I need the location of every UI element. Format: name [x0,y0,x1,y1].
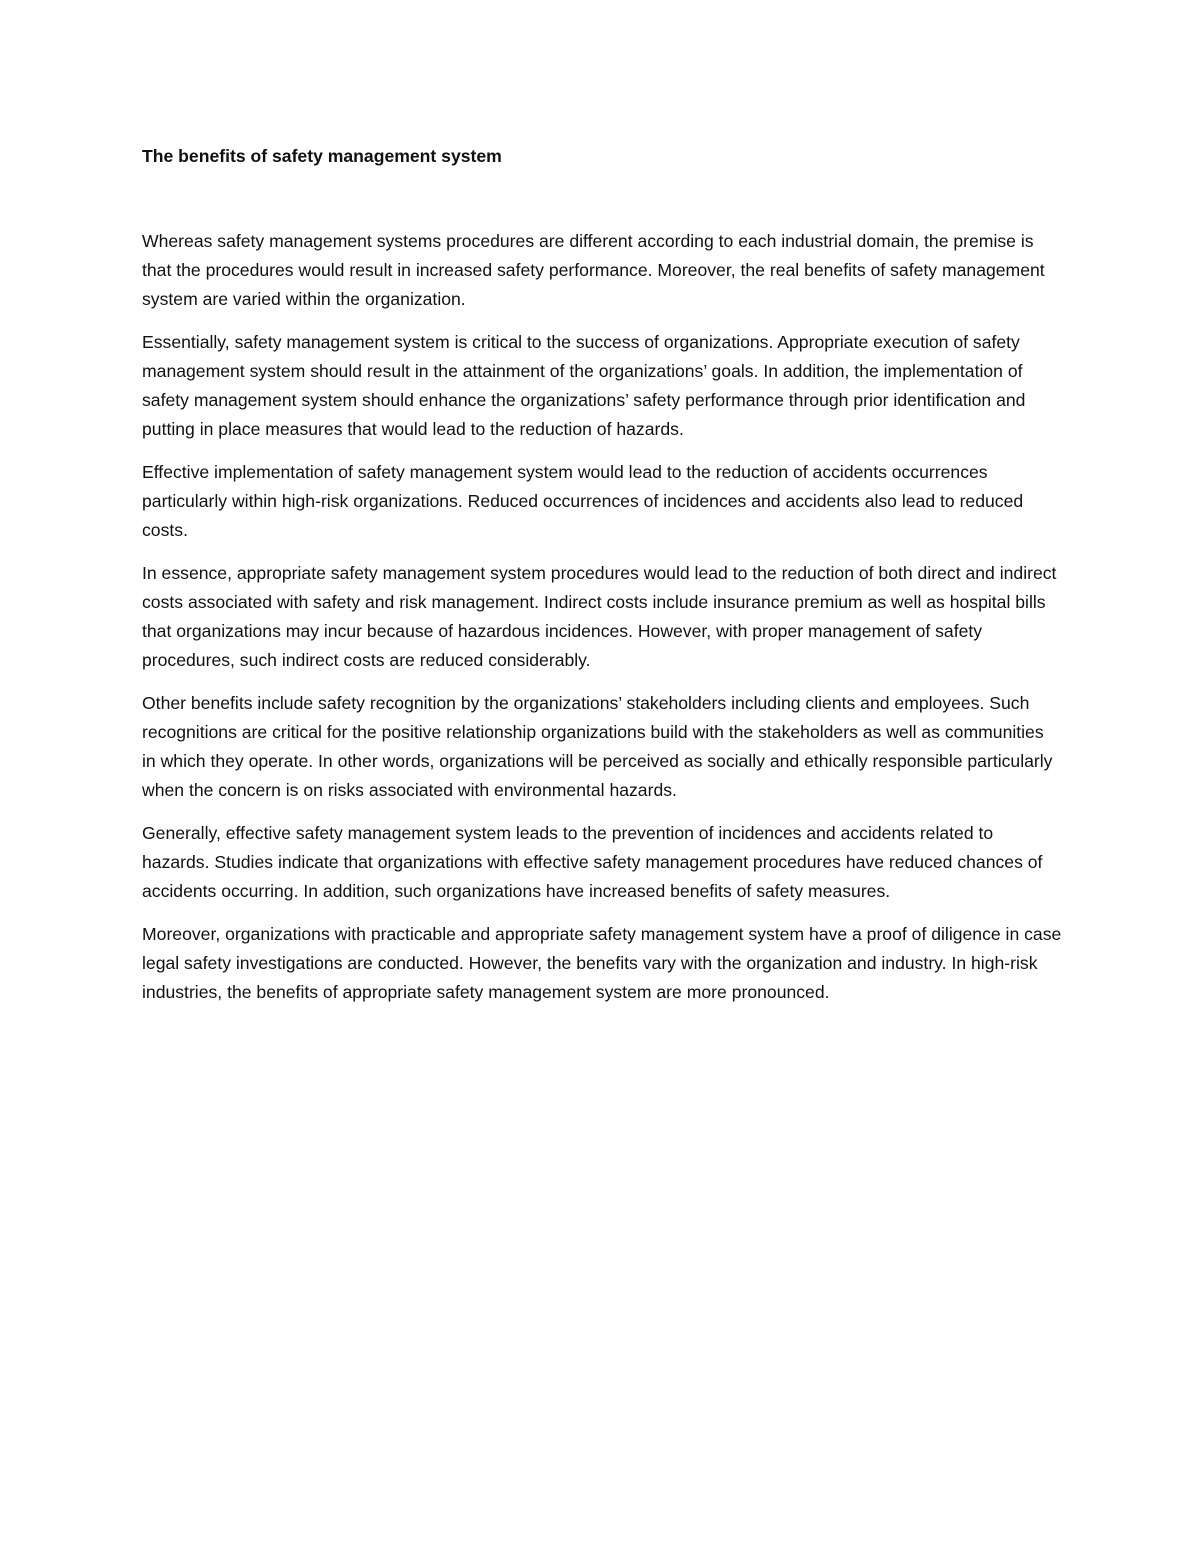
paragraph-6: Generally, effective safety management system leads to the prevention of incidences and accidents related to hazards. Studies indicate that organizations with effective safety management procedures have reduced chances of accidents occurring. In addition, such organizations have increased benefits of safety measures. [142,823,1043,901]
paragraph-2: Essentially, safety management system is critical to the success of organizations. Appropriate execution of safety management system should result in the attainment of the organizations’ goals. In addition, the implementation of safety management system should enhance the organizations’ safety performance through prior identification and putting in place measures that would lead to the reduction of hazards. [142,332,1026,439]
paragraph-1: Whereas safety management systems procedures are different according to each industrial domain, the premise is that the procedures would result in increased safety performance. Moreover, the real benefits of safety management system are varied within the organization. [142,231,1045,309]
paragraph-7: Moreover, organizations with practicable and appropriate safety management system have a proof of diligence in case legal safety investigations are conducted. However, the benefits vary with the organization and industry. In high-risk industries, the benefits of appropriate safety management system are more pronounced. [142,924,1062,1002]
paragraph-5: Other benefits include safety recognition by the organizations’ stakeholders including clients and employees. Such recognitions are critical for the positive relationship organizations build with the stakeholders as well as communities in which they operate. In other words, organizations will be perceived as socially and ethically responsible particularly when the concern is on risks associated with environmental hazards. [142,693,1053,800]
paragraph-3: Effective implementation of safety management system would lead to the reduction of accidents occurrences particularly within high-risk organizations. Reduced occurrences of incidences and accidents also lead to reduced costs. [142,462,1024,540]
document-title: The benefits of safety management system [142,146,502,166]
document-body [142,142,1062,1021]
paragraph-4: In essence, appropriate safety management system procedures would lead to the reduction of both direct and indirect costs associated with safety and risk management. Indirect costs include insurance premium as well as hospital bills that organizations may incur because of hazardous incidences. However, with proper management of safety procedures, such indirect costs are reduced considerably. [142,563,1057,670]
